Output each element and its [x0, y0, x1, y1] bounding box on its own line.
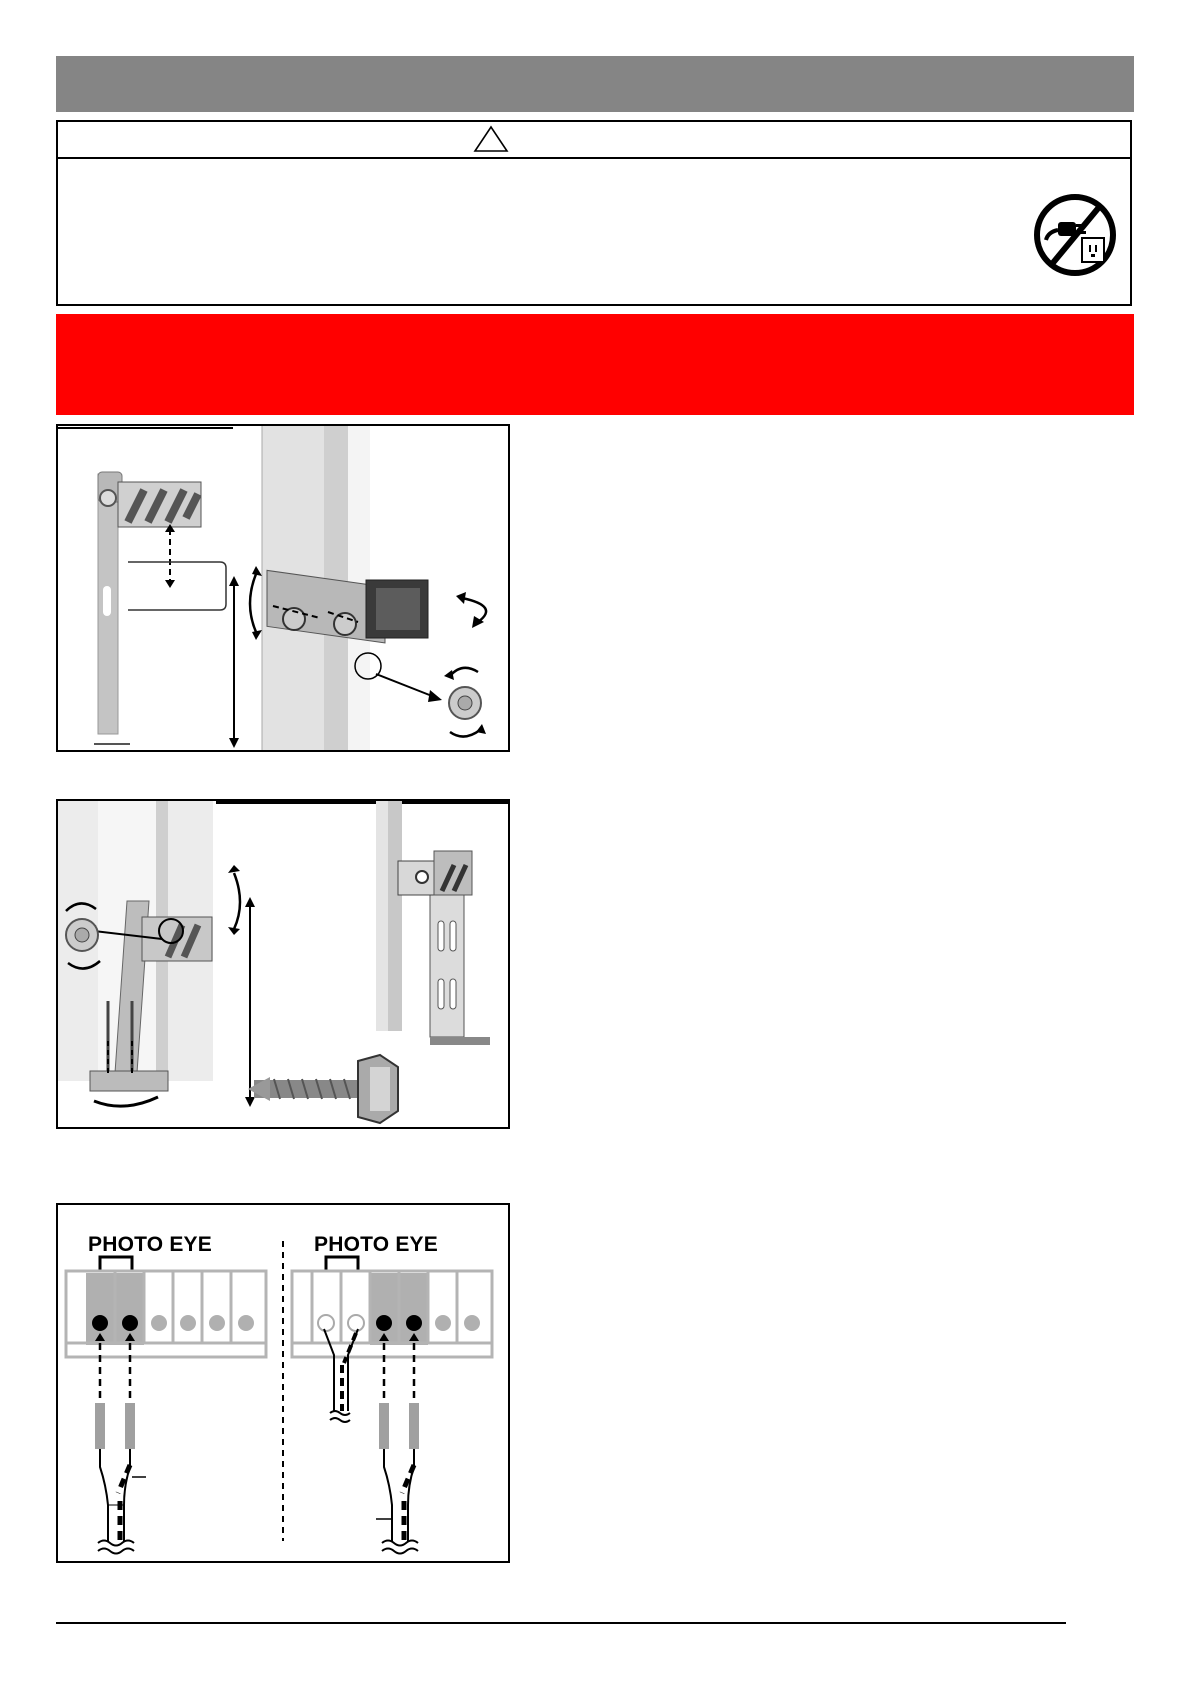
figure-photo-eye-wiring [56, 1203, 510, 1563]
figure-sensor-mounting [56, 424, 510, 752]
figure-bracket-installation [56, 799, 510, 1129]
danger-banner [56, 314, 1134, 415]
sensor-mounting-illustration [58, 426, 508, 750]
photo-eye-label-right: PHOTO EYE [314, 1233, 438, 1256]
bracket-installation-illustration [58, 801, 508, 1127]
footer-rule [56, 1622, 1066, 1624]
warning-title-row [58, 122, 1130, 159]
photo-eye-label-left: PHOTO EYE [88, 1233, 212, 1256]
warning-triangle-icon [473, 125, 509, 153]
no-plug-icon [1032, 192, 1118, 278]
warning-box [56, 120, 1132, 306]
photo-eye-wiring-diagram [58, 1205, 508, 1561]
section-header-bar [56, 56, 1134, 112]
